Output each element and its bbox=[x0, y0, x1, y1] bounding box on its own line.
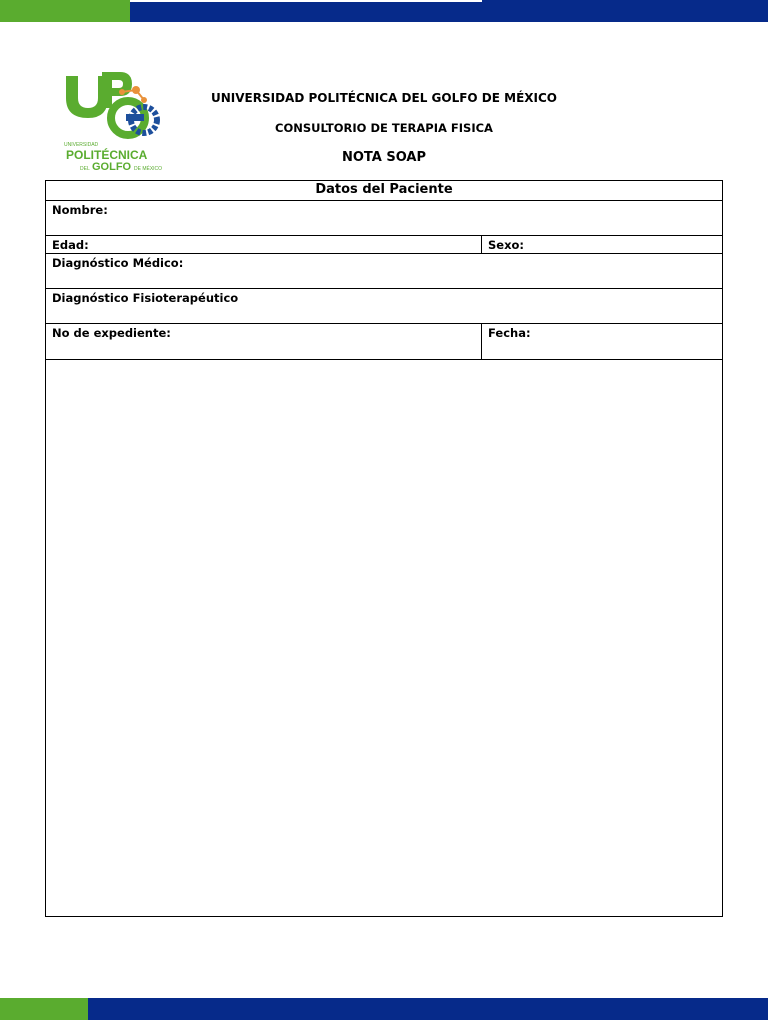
patient-form bbox=[45, 180, 723, 917]
medical-diagnosis-row bbox=[46, 254, 722, 289]
name-row bbox=[46, 201, 722, 236]
section-title: Datos del Paciente bbox=[315, 182, 453, 197]
top-band-white-line bbox=[130, 0, 482, 2]
bottom-color-band bbox=[0, 998, 768, 1020]
bottom-band-green bbox=[0, 998, 88, 1020]
physio-diagnosis-label: Diagnóstico Fisioterapéutico bbox=[52, 291, 239, 305]
age-sex-row bbox=[46, 236, 722, 254]
record-date-row bbox=[46, 324, 722, 360]
sex-field[interactable] bbox=[482, 236, 722, 253]
logo-text-line3a: DEL bbox=[80, 166, 90, 172]
physio-diagnosis-row bbox=[46, 289, 722, 324]
age-field[interactable] bbox=[46, 236, 482, 253]
name-field[interactable] bbox=[46, 201, 722, 235]
name-label: Nombre: bbox=[52, 203, 108, 217]
medical-diagnosis-label: Diagnóstico Médico: bbox=[52, 256, 184, 270]
university-name: UNIVERSIDAD POLITÉCNICA DEL GOLFO DE MÉXICO bbox=[210, 91, 557, 105]
top-color-band bbox=[0, 0, 768, 22]
sex-label: Sexo: bbox=[488, 238, 524, 252]
logo-text-line3c: DE MÉXICO bbox=[134, 166, 163, 172]
logo-text-line1: UNIVERSIDAD bbox=[64, 142, 99, 148]
form-title-row bbox=[46, 181, 722, 201]
office-name: CONSULTORIO DE TERAPIA FISICA bbox=[275, 121, 493, 135]
soap-notes-area[interactable] bbox=[46, 360, 722, 916]
date-field[interactable] bbox=[482, 324, 722, 359]
top-band-green bbox=[0, 0, 130, 22]
date-label: Fecha: bbox=[488, 326, 531, 340]
physio-diagnosis-field[interactable] bbox=[46, 289, 722, 323]
top-band-blue bbox=[130, 0, 768, 22]
record-number-field[interactable] bbox=[46, 324, 482, 359]
bottom-band-blue bbox=[88, 998, 768, 1020]
note-title: NOTA SOAP bbox=[341, 150, 427, 165]
medical-diagnosis-field[interactable] bbox=[46, 254, 722, 288]
age-label: Edad: bbox=[52, 238, 89, 252]
logo-text-line3b: GOLFO bbox=[92, 161, 132, 173]
logo-text-line2: POLITÉCNICA bbox=[66, 148, 148, 162]
record-number-label: No de expediente: bbox=[52, 326, 171, 340]
